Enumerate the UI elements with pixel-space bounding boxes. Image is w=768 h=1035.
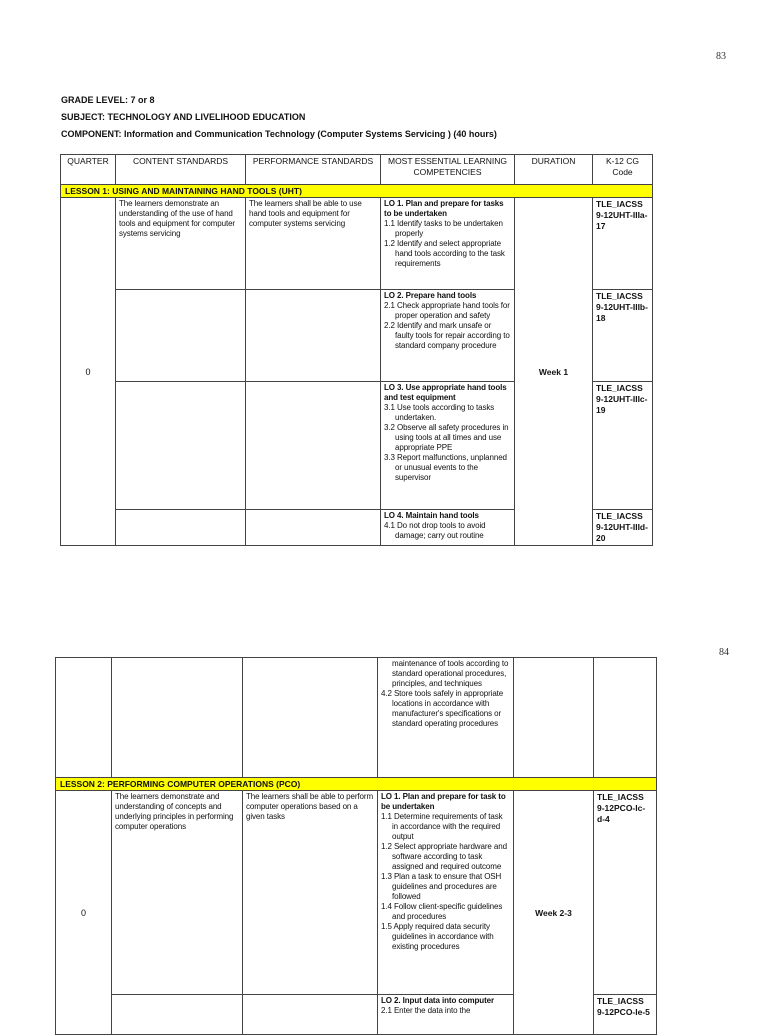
competency-item: 1.4 Follow client-specific guidelines and procedures (381, 902, 503, 921)
subject: SUBJECT: TECHNOLOGY AND LIVELIHOOD EDUCATION (61, 112, 306, 122)
lo-4 (381, 510, 515, 546)
competency-item: 1.1 Identify tasks to be undertaken properly (384, 219, 503, 238)
header-cg-code: K-12 CG Code (593, 155, 653, 185)
document-header (61, 92, 497, 143)
competency-item: 4.1 Do not drop tools to avoid damage; carry out routine (384, 521, 486, 540)
competency-item: 1.5 Apply required data security guidelines in accordance with existing procedures (381, 922, 494, 951)
lo-1 (378, 791, 514, 995)
lo-title: LO 1. Plan and prepare for tasks to be undertaken (384, 199, 504, 218)
empty-cell (116, 382, 246, 510)
content-standard: The learners demonstrate an understanding of the use of hand tools and equipment for computer systems servicing (116, 198, 246, 290)
competency-item: 3.1 Use tools according to tasks undertaken. (384, 403, 495, 422)
content-standard: The learners demonstrate and understanding of concepts and underlying principles in performing computer operations (112, 791, 243, 995)
grade-level: GRADE LEVEL: 7 or 8 (61, 95, 155, 105)
lo-3 (381, 382, 515, 510)
performance-standard: The learners shall be able to perform computer operations based on a given tasks (243, 791, 378, 995)
header-melc: MOST ESSENTIAL LEARNING COMPETENCIES (381, 155, 515, 185)
lo-title: LO 1. Plan and prepare for task to be undertaken (381, 792, 506, 811)
table-header-row (61, 155, 653, 185)
table-row (56, 658, 657, 778)
lesson-1-heading: LESSON 1: USING AND MAINTAINING HAND TOOLS (UHT) (61, 185, 653, 198)
cg-code: TLE_IACSS 9-12PCO-Ie-5 (594, 995, 657, 1035)
empty-cell (243, 995, 378, 1035)
empty-cell (112, 995, 243, 1035)
empty-cell (116, 290, 246, 382)
page-number: 84 (719, 647, 729, 658)
cg-code: TLE_IACSS 9-12UHT-IIId-20 (593, 510, 653, 546)
lo-1 (381, 198, 515, 290)
competency-item: maintenance of tools according to standard operational procedures, principles, and techniques (392, 659, 509, 688)
lo-2 (378, 995, 514, 1035)
competency-item: 1.1 Determine requirements of task in accordance with the required output (381, 812, 503, 841)
empty-cell (56, 658, 112, 778)
lo-title: LO 4. Maintain hand tools (384, 511, 479, 520)
quarter-cell: 0 (61, 198, 116, 546)
empty-cell (116, 510, 246, 546)
empty-cell (514, 658, 594, 778)
duration-cell: Week 1 (515, 198, 593, 546)
competency-item: 2.1 Check appropriate hand tools for proper operation and safety (384, 301, 510, 320)
lo-4-continuation (378, 658, 514, 778)
curriculum-table-page-84 (55, 657, 657, 1035)
lo-title: LO 3. Use appropriate hand tools and test equipment (384, 383, 507, 402)
competency-item: 2.2 Identify and mark unsafe or faulty tools for repair according to standard company procedure (384, 321, 510, 350)
curriculum-table-page-83 (60, 154, 653, 546)
table-row (61, 198, 653, 290)
empty-cell (246, 290, 381, 382)
header-performance-standards: PERFORMANCE STANDARDS (246, 155, 381, 185)
lo-2 (381, 290, 515, 382)
empty-cell (112, 658, 243, 778)
lesson-2-heading: LESSON 2: PERFORMING COMPUTER OPERATIONS (PCO) (56, 778, 657, 791)
performance-standard: The learners shall be able to use hand tools and equipment for computer systems servicing (246, 198, 381, 290)
table-row (56, 791, 657, 995)
page-number: 83 (716, 51, 726, 62)
header-duration: DURATION (515, 155, 593, 185)
cg-code: TLE_IACSS 9-12PCO-Ic-d-4 (594, 791, 657, 995)
empty-cell (246, 510, 381, 546)
header-content-standards: CONTENT STANDARDS (116, 155, 246, 185)
empty-cell (594, 658, 657, 778)
quarter-cell: 0 (56, 791, 112, 1035)
component: COMPONENT: Information and Communication Technology (Computer Systems Servicing ) (40 hours) (61, 129, 497, 139)
competency-item: 1.2 Select appropriate hardware and software according to task assigned and required outcome (381, 842, 507, 871)
lo-title: LO 2. Prepare hand tools (384, 291, 477, 300)
competency-item: 2.1 Enter the data into the (381, 1006, 471, 1015)
header-quarter: QUARTER (61, 155, 116, 185)
cg-code: TLE_IACSS 9-12UHT-IIIb-18 (593, 290, 653, 382)
competency-item: 3.2 Observe all safety procedures in using tools at all times and use appropriate PPE (384, 423, 509, 452)
competency-item: 1.3 Plan a task to ensure that OSH guidelines and procedures are followed (381, 872, 502, 901)
duration-cell: Week 2-3 (514, 791, 594, 1035)
cg-code: TLE_IACSS 9-12UHT-IIIc-19 (593, 382, 653, 510)
empty-cell (243, 658, 378, 778)
competency-item: 4.2 Store tools safely in appropriate locations in accordance with manufacturer's specifications or standard operating procedures (381, 689, 504, 728)
cg-code: TLE_IACSS 9-12UHT-IIIa-17 (593, 198, 653, 290)
lo-title: LO 2. Input data into computer (381, 996, 495, 1005)
competency-item: 1.2 Identify and select appropriate hand tools according to the task requirements (384, 239, 505, 268)
competency-item: 3.3 Report malfunctions, unplanned or unusual events to the supervisor (384, 453, 507, 482)
empty-cell (246, 382, 381, 510)
